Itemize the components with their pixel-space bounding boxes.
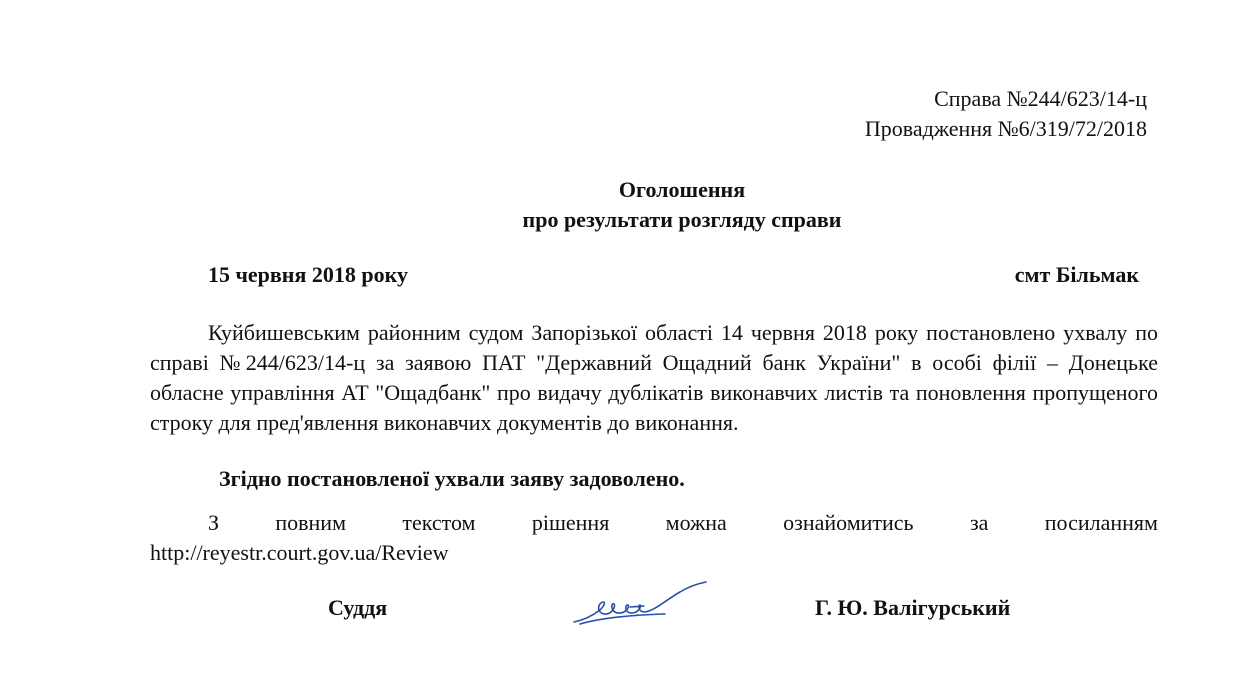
case-number: Справа №244/623/14-ц bbox=[934, 86, 1147, 111]
title-line-2: про результати розгляду справи bbox=[522, 207, 842, 232]
link-paragraph bbox=[150, 508, 1158, 568]
proceeding-number: Провадження №6/319/72/2018 bbox=[864, 116, 1147, 141]
main-paragraph-text: Куйбишевським районним судом Запорізької області 14 червня 2018 року постановлено ухвалу по справі №244/623/14-ц за заявою ПАТ "Державний Ощадний банк України" в особі філії – Донецьке обласне управління АТ "Ощадбанк" про видачу дублікатів виконавчих листів та поновлення пропущеного строку для пред'явлення виконавчих документів до виконання. bbox=[150, 320, 1158, 435]
document-date: 15 червня 2018 року bbox=[208, 262, 408, 287]
judge-name: Г. Ю. Валігурський bbox=[815, 595, 1011, 620]
link-word: можна bbox=[665, 510, 727, 535]
document-place: смт Більмак bbox=[1014, 262, 1139, 287]
link-word: посиланням bbox=[1044, 510, 1158, 535]
main-paragraph bbox=[150, 318, 1158, 438]
case-reference-block bbox=[865, 84, 1147, 144]
link-sentence bbox=[150, 508, 1158, 538]
link-word: ознайомитись bbox=[783, 510, 914, 535]
judge-role: Суддя bbox=[328, 595, 388, 620]
handwritten-signature bbox=[570, 580, 710, 630]
link-word: за bbox=[969, 510, 989, 535]
registry-link[interactable]: http://reyestr.court.gov.ua/Review bbox=[150, 540, 449, 565]
link-word: текстом bbox=[402, 510, 476, 535]
link-word: З bbox=[208, 510, 220, 535]
link-word: рішення bbox=[531, 510, 610, 535]
link-word: повним bbox=[275, 510, 347, 535]
document-title bbox=[0, 175, 1238, 235]
title-line-1: Оголошення bbox=[618, 177, 746, 202]
granted-statement: Згідно постановленої ухвали заяву задоволено. bbox=[219, 466, 685, 491]
